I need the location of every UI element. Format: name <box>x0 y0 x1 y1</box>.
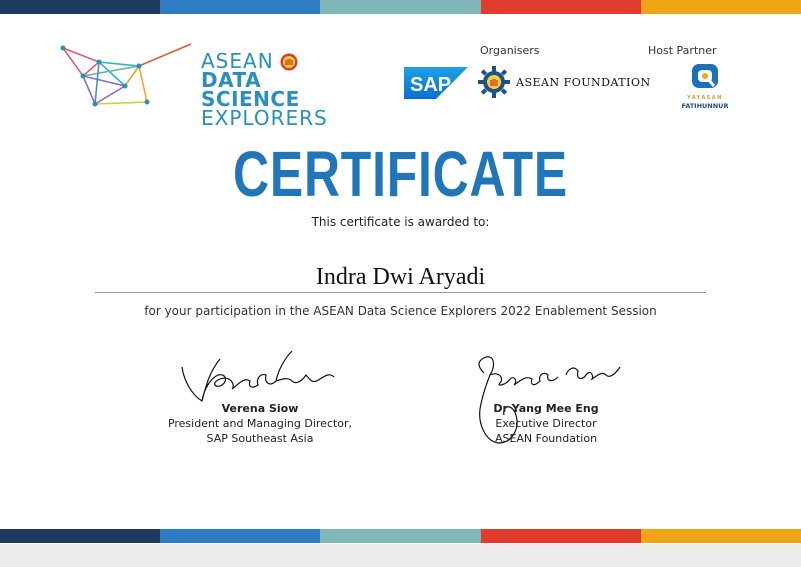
asean-emblem-icon <box>280 53 298 71</box>
stripe-segment <box>320 529 480 543</box>
asean-foundation-text: ASEAN FOUNDATION <box>516 75 651 89</box>
signature-block-asean-foundation <box>420 345 660 445</box>
signatory-name: Verena Siow <box>221 402 299 415</box>
signatory-title: President and Managing Director, <box>167 417 353 430</box>
organisers-label: Organisers <box>480 44 540 57</box>
host-partner-label: Host Partner <box>648 44 717 57</box>
sap-logo <box>404 67 468 99</box>
sap-logo-text: SAP <box>410 74 452 96</box>
stripe-segment <box>641 529 801 543</box>
awarded-text: This certificate is awarded to: <box>311 215 490 229</box>
page-footer-background <box>0 544 801 567</box>
host-top-text: YAYASAN <box>687 95 723 101</box>
network-logo-icon <box>55 42 195 122</box>
signatory-title: Executive Director <box>495 417 597 430</box>
stripe-segment <box>160 0 320 14</box>
stripe-segment <box>0 0 160 14</box>
name-underline <box>95 292 706 293</box>
fatihunnur-logo-icon <box>690 64 720 90</box>
top-color-stripe <box>0 0 801 14</box>
stripe-segment <box>160 529 320 543</box>
brand-line-1: ASEAN <box>201 49 274 73</box>
stripe-segment <box>641 0 801 14</box>
brand-line-3: EXPLORERS <box>201 106 328 130</box>
ade-brand-logo <box>55 42 328 130</box>
stripe-segment <box>481 0 641 14</box>
certificate-title: CERTIFICATE <box>233 138 568 210</box>
stripe-segment <box>320 0 480 14</box>
signatory-org: SAP Southeast Asia <box>206 432 314 445</box>
host-partner-logo <box>680 64 730 110</box>
asean-foundation-gear-icon <box>478 66 510 98</box>
signatory-org: ASEAN Foundation <box>494 432 598 445</box>
signature-block-sap <box>140 345 380 445</box>
stripe-segment <box>481 529 641 543</box>
host-name-text: FATIHUNNUR <box>681 102 729 110</box>
stripe-segment <box>0 529 160 543</box>
asean-foundation-logo <box>478 66 651 98</box>
recipient-name: Indra Dwi Aryadi <box>315 264 486 290</box>
brand-line-2: DATA SCIENCE <box>201 68 300 111</box>
participation-text: for your participation in the ASEAN Data Science Explorers 2022 Enablement Session <box>144 304 657 318</box>
signatory-name: Dr Yang Mee Eng <box>493 402 599 415</box>
bottom-color-stripe <box>0 529 801 543</box>
